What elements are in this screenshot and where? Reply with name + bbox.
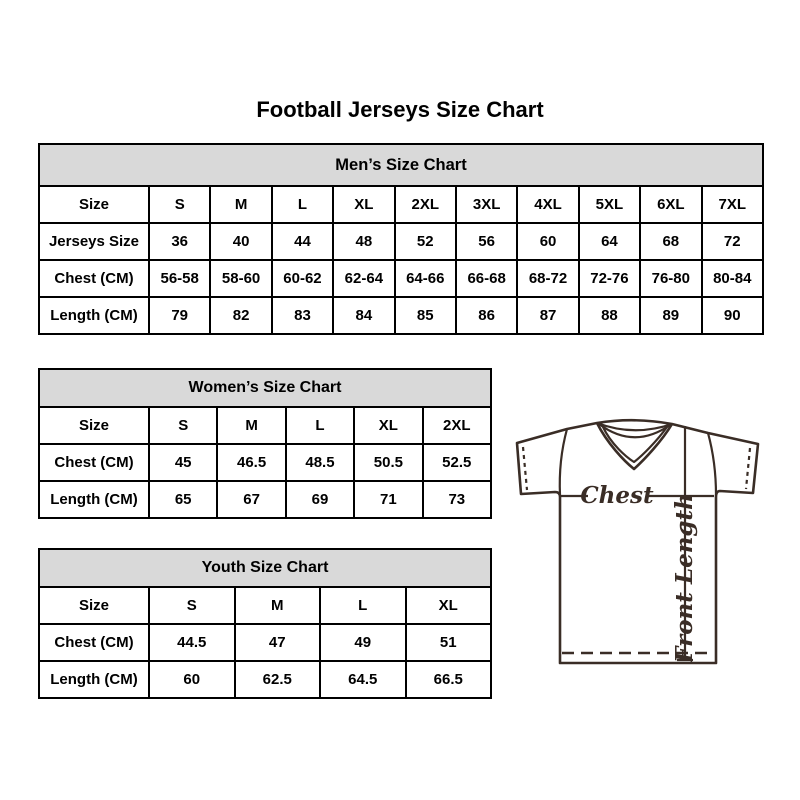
table-cell: 48 [333, 223, 394, 260]
right-cuff-dashed-line [746, 448, 750, 489]
table-cell: S [149, 186, 210, 223]
table-cell: 67 [217, 481, 285, 518]
table-cell: 62.5 [235, 661, 321, 698]
table-cell: 68 [640, 223, 701, 260]
table-row [39, 624, 491, 661]
table-cell: 40 [210, 223, 271, 260]
table-cell: 84 [333, 297, 394, 334]
table-cell: 85 [395, 297, 456, 334]
table-cell: 79 [149, 297, 210, 334]
table-cell: 86 [456, 297, 517, 334]
row-label: Chest (CM) [39, 624, 149, 661]
table-row [39, 481, 491, 518]
table-title-row [39, 369, 491, 407]
table-cell: 7XL [702, 186, 763, 223]
left-armhole-seam [560, 429, 567, 495]
table-cell: 62-64 [333, 260, 394, 297]
table-cell: L [272, 186, 333, 223]
table-cell: 66-68 [456, 260, 517, 297]
table-cell: 4XL [517, 186, 578, 223]
table-cell: 58-60 [210, 260, 271, 297]
row-label: Length (CM) [39, 481, 149, 518]
table-cell: 82 [210, 297, 271, 334]
table-cell: 6XL [640, 186, 701, 223]
womens-size-table [38, 368, 492, 519]
table-cell: 51 [406, 624, 492, 661]
table-title-row [39, 549, 491, 587]
table-cell: S [149, 587, 235, 624]
mens-size-table [38, 143, 764, 335]
table-row [39, 407, 491, 444]
table-cell: 46.5 [217, 444, 285, 481]
table-row [39, 186, 763, 223]
table-cell: 88 [579, 297, 640, 334]
table-cell: 72-76 [579, 260, 640, 297]
table-row [39, 661, 491, 698]
table-cell: 65 [149, 481, 217, 518]
table-cell: 44 [272, 223, 333, 260]
table-row [39, 223, 763, 260]
row-label: Length (CM) [39, 661, 149, 698]
table-cell: 60 [149, 661, 235, 698]
table-cell: 90 [702, 297, 763, 334]
table-row [39, 444, 491, 481]
right-armhole-seam [708, 433, 716, 495]
table-cell: 45 [149, 444, 217, 481]
row-label: Size [39, 407, 149, 444]
table-cell: L [286, 407, 354, 444]
table-cell: 89 [640, 297, 701, 334]
table-cell: 64 [579, 223, 640, 260]
table-cell: 60 [517, 223, 578, 260]
table-cell: 69 [286, 481, 354, 518]
table-cell: 49 [320, 624, 406, 661]
table-cell: XL [406, 587, 492, 624]
front-length-label: Front Length [671, 493, 698, 663]
table-cell: 50.5 [354, 444, 422, 481]
table-row [39, 587, 491, 624]
table-cell: 87 [517, 297, 578, 334]
table-row [39, 260, 763, 297]
mens-table-title: Men’s Size Chart [39, 144, 763, 186]
left-cuff-dashed-line [523, 447, 527, 490]
table-cell: 76-80 [640, 260, 701, 297]
table-title-row [39, 144, 763, 186]
row-label: Size [39, 587, 149, 624]
table-row [39, 297, 763, 334]
table-cell: 73 [423, 481, 491, 518]
table-cell: 56-58 [149, 260, 210, 297]
table-cell: 2XL [423, 407, 491, 444]
table-cell: 64.5 [320, 661, 406, 698]
table-cell: 66.5 [406, 661, 492, 698]
row-label: Size [39, 186, 149, 223]
jersey-outline-icon [517, 420, 758, 663]
table-cell: 36 [149, 223, 210, 260]
table-cell: 52 [395, 223, 456, 260]
table-cell: 71 [354, 481, 422, 518]
table-cell: 80-84 [702, 260, 763, 297]
youth-table-title: Youth Size Chart [39, 549, 491, 587]
table-cell: 60-62 [272, 260, 333, 297]
youth-size-table [38, 548, 492, 699]
chest-label: Chest [580, 482, 654, 509]
table-cell: 5XL [579, 186, 640, 223]
page-title: Football Jerseys Size Chart [256, 97, 544, 122]
table-cell: 56 [456, 223, 517, 260]
row-label: Jerseys Size [39, 223, 149, 260]
row-label: Length (CM) [39, 297, 149, 334]
row-label: Chest (CM) [39, 444, 149, 481]
table-cell: M [217, 407, 285, 444]
table-cell: 44.5 [149, 624, 235, 661]
table-cell: 3XL [456, 186, 517, 223]
table-cell: 2XL [395, 186, 456, 223]
table-cell: 64-66 [395, 260, 456, 297]
table-cell: 83 [272, 297, 333, 334]
womens-table-title: Women’s Size Chart [39, 369, 491, 407]
table-cell: 52.5 [423, 444, 491, 481]
table-cell: 47 [235, 624, 321, 661]
row-label: Chest (CM) [39, 260, 149, 297]
table-cell: L [320, 587, 406, 624]
table-cell: 68-72 [517, 260, 578, 297]
table-cell: 72 [702, 223, 763, 260]
jersey-measurement-diagram [505, 403, 777, 675]
table-cell: S [149, 407, 217, 444]
table-cell: 48.5 [286, 444, 354, 481]
table-cell: M [235, 587, 321, 624]
table-cell: M [210, 186, 271, 223]
table-cell: XL [354, 407, 422, 444]
table-cell: XL [333, 186, 394, 223]
